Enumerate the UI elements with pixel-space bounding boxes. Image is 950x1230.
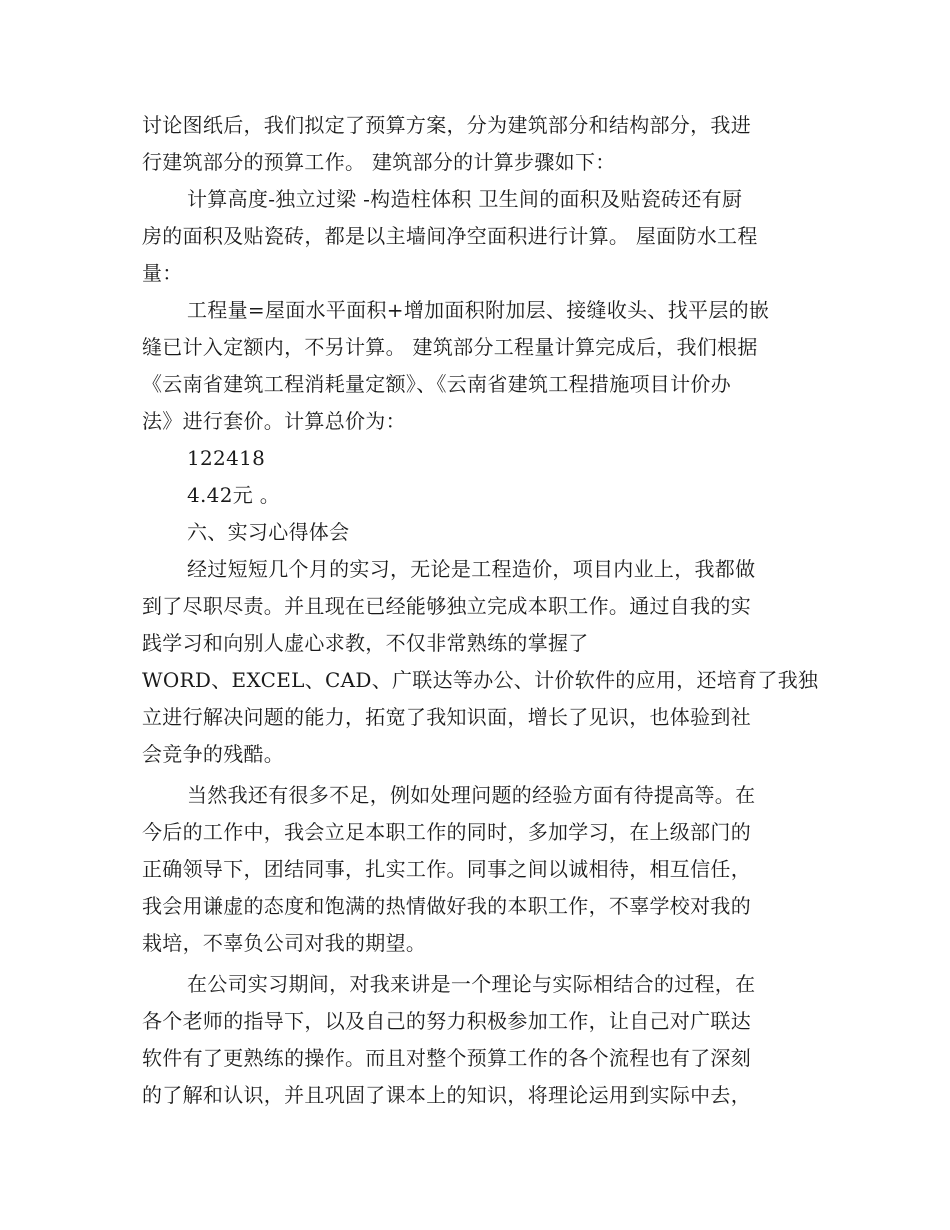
text-line: 栽培，不辜负公司对我的期望。 [142, 931, 427, 955]
text-line: 缝已计入定额内，不另计算。 建筑部分工程量计算完成后，我们根据 [142, 335, 758, 359]
text-line: 4.42元 。 [187, 483, 280, 507]
text-line: 计算高度-独立过梁 -构造柱体积 卫生间的面积及贴瓷砖还有厨 [187, 187, 743, 211]
text-line: 经过短短几个月的实习，无论是工程造价，项目内业上，我都做 [187, 557, 756, 581]
text-line: 行建筑部分的预算工作。 建筑部分的计算步骤如下： [142, 150, 616, 174]
text-line: 软件有了更熟练的操作。而且对整个预算工作的各个流程也有了深刻 [142, 1046, 751, 1070]
text-line: 正确领导下，团结同事，扎实工作。同事之间以诚相待，相互信任， [142, 857, 751, 881]
text-line: 会竞争的残酷。 [142, 742, 285, 766]
text-line: 立进行解决问题的能力，拓宽了我知识面，增长了见识，也体验到社 [142, 705, 751, 729]
section-heading: 六、实习心得体会 [187, 520, 350, 544]
text-line: 房的面积及贴瓷砖，都是以主墙间净空面积进行计算。 屋面防水工程 [142, 224, 758, 248]
text-line: 在公司实习期间，对我来讲是一个理论与实际相结合的过程，在 [187, 972, 756, 996]
text-line: 的了解和认识，并且巩固了课本上的知识，将理论运用到实际中去， [142, 1083, 751, 1107]
text-line: 到了尽职尽责。并且现在已经能够独立完成本职工作。通过自我的实 [142, 594, 751, 618]
text-line: 今后的工作中，我会立足本职工作的同时，多加学习，在上级部门的 [142, 820, 751, 844]
text-line: 讨论图纸后，我们拟定了预算方案，分为建筑部分和结构部分，我进 [142, 113, 751, 137]
text-line: 践学习和向别人虚心求教，不仅非常熟练的掌握了 [142, 631, 589, 655]
text-line: 工程量=屋面水平面积+增加面积附加层、接缝收头、找平层的嵌 [187, 298, 770, 322]
text-line: 各个老师的指导下，以及自己的努力积极参加工作，让自己对广联达 [142, 1009, 751, 1033]
text-line: 量： [142, 261, 183, 285]
document-body [142, 107, 819, 1114]
text-line: 《云南省建筑工程消耗量定额》、《云南省建筑工程措施项目计价办 [142, 372, 731, 396]
text-line: WORD、EXCEL、CAD、广联达等办公、计价软件的应用，还培育了我独 [142, 668, 819, 692]
text-line: 我会用谦虚的态度和饱满的热情做好我的本职工作，不辜学校对我的 [142, 894, 751, 918]
text-line: 法》进行套价。计算总价为： [142, 409, 406, 433]
text-line: 当然我还有很多不足，例如处理问题的经验方面有待提高等。在 [187, 783, 756, 807]
text-line: 122418 [187, 446, 266, 470]
